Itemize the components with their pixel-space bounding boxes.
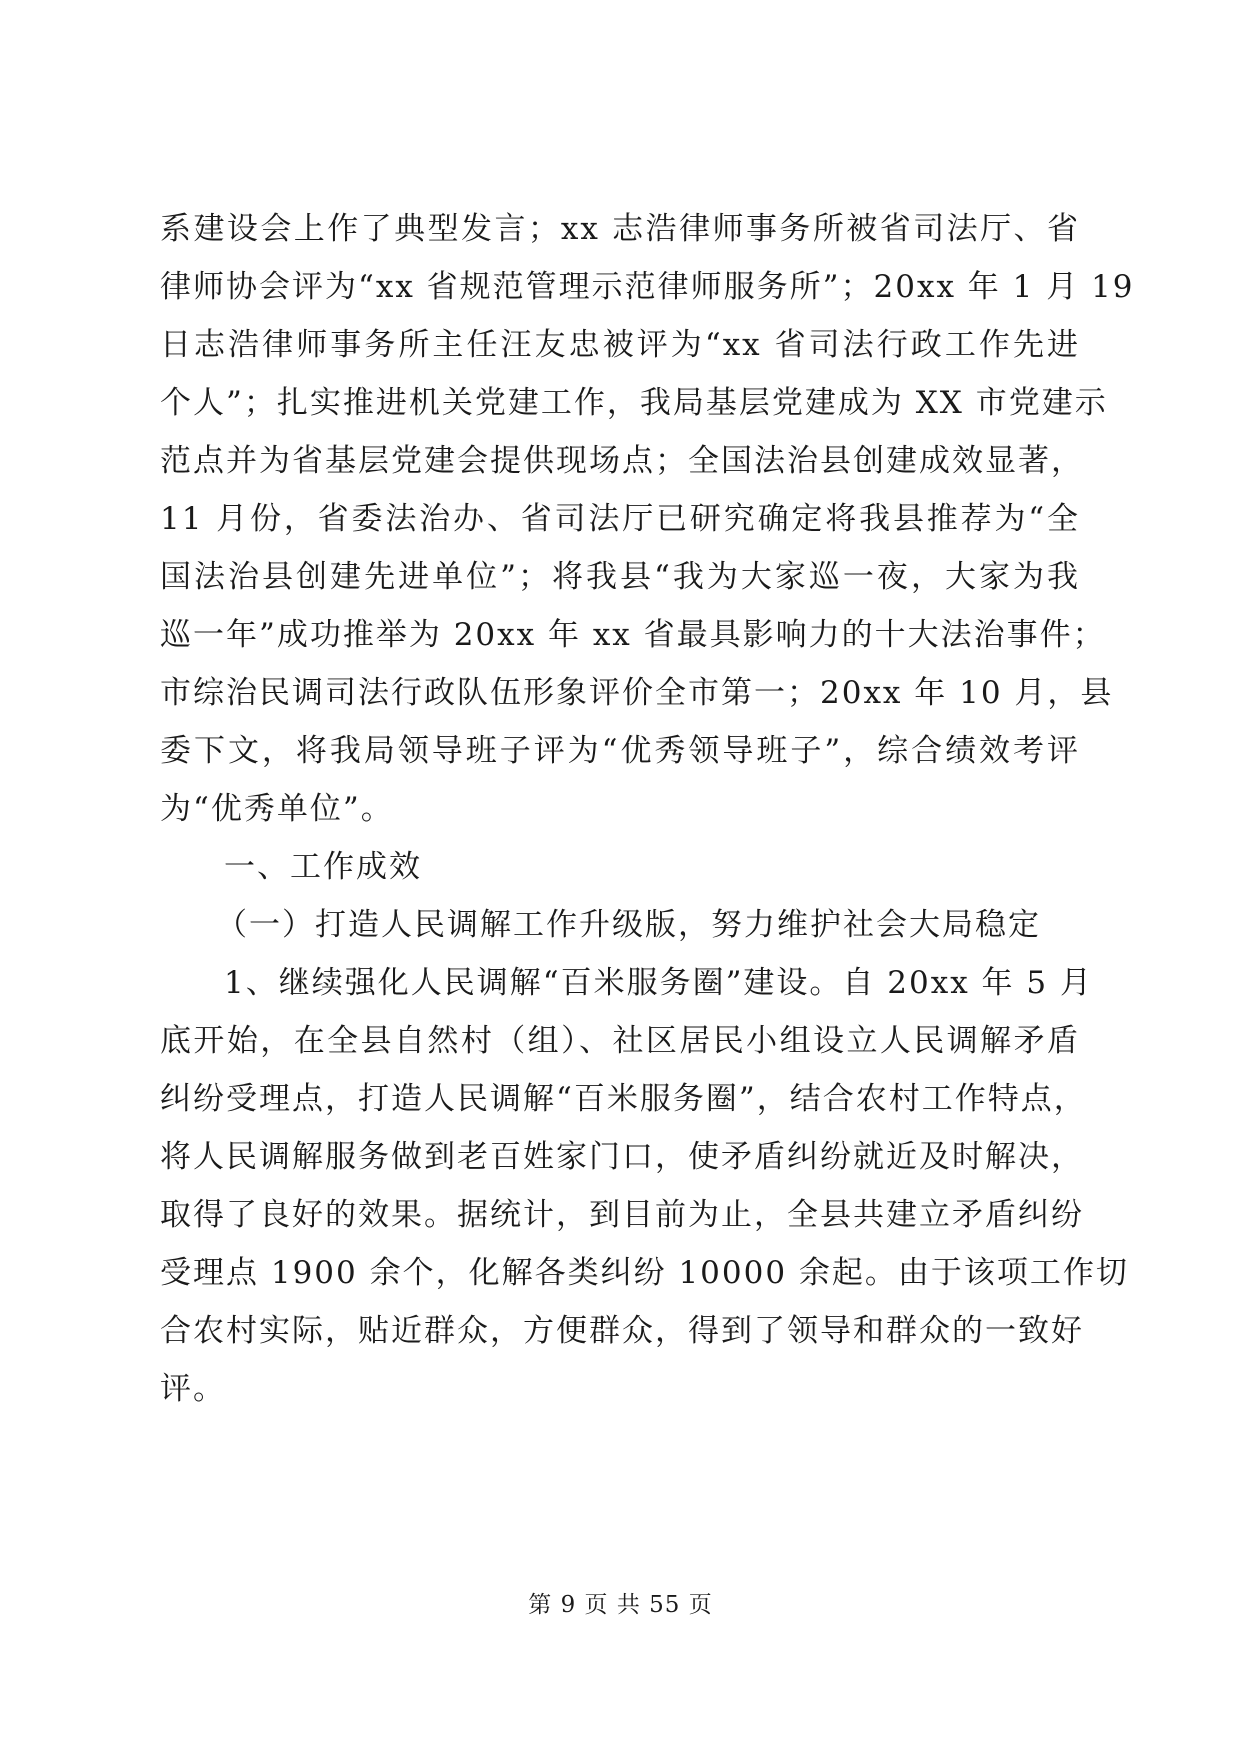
intro-line-1: 系建设会上作了典型发言；xx 志浩律师事务所被省司法厅、省	[160, 211, 1080, 247]
intro-line-3: 日志浩律师事务所主任汪友忠被评为“xx 省司法行政工作先进	[160, 327, 1080, 363]
point1-line-7: 合农村实际，贴近群众，方便群众，得到了领导和群众的一致好	[160, 1313, 1084, 1349]
intro-line-11: 为“优秀单位”。	[160, 791, 394, 827]
page-number-footer: 第 9 页 共 55 页	[528, 1592, 713, 1618]
point1-line-2: 底开始，在全县自然村（组）、社区居民小组设立人民调解矛盾	[160, 1023, 1080, 1059]
point1-line-6: 受理点 1900 余个，化解各类纠纷 10000 余起。由于该项工作切	[160, 1255, 1129, 1291]
intro-line-10: 委下文，将我局领导班子评为“优秀领导班子”，综合绩效考评	[160, 733, 1080, 769]
intro-line-6: 11 月份，省委法治办、省司法厅已研究确定将我县推荐为“全	[160, 501, 1080, 537]
section-heading-2: （一）打造人民调解工作升级版，努力维护社会大局稳定	[216, 907, 1041, 943]
intro-line-5: 范点并为省基层党建会提供现场点；全国法治县创建成效显著，	[160, 443, 1084, 479]
intro-line-4: 个人”；扎实推进机关党建工作，我局基层党建成为 XX 市党建示	[160, 385, 1108, 421]
point1-line-4: 将人民调解服务做到老百姓家门口，使矛盾纠纷就近及时解决，	[160, 1139, 1084, 1175]
point1-line-3: 纠纷受理点，打造人民调解“百米服务圈”，结合农村工作特点，	[160, 1081, 1087, 1117]
intro-line-9: 市综治民调司法行政队伍形象评价全市第一；20xx 年 10 月，县	[160, 675, 1114, 711]
intro-line-8: 巡一年”成功推举为 20xx 年 xx 省最具影响力的十大法治事件；	[160, 617, 1106, 653]
section-heading-1: 一、工作成效	[224, 849, 422, 885]
point1-line-1: 1、继续强化人民调解“百米服务圈”建设。自 20xx 年 5 月	[224, 965, 1093, 1001]
point1-line-5: 取得了良好的效果。据统计，到目前为止，全县共建立矛盾纠纷	[160, 1197, 1084, 1233]
intro-line-7: 国法治县创建先进单位”；将我县“我为大家巡一夜，大家为我	[160, 559, 1080, 595]
point1-line-8: 评。	[160, 1371, 226, 1407]
intro-line-2: 律师协会评为“xx 省规范管理示范律师服务所”；20xx 年 1 月 19	[160, 269, 1135, 305]
